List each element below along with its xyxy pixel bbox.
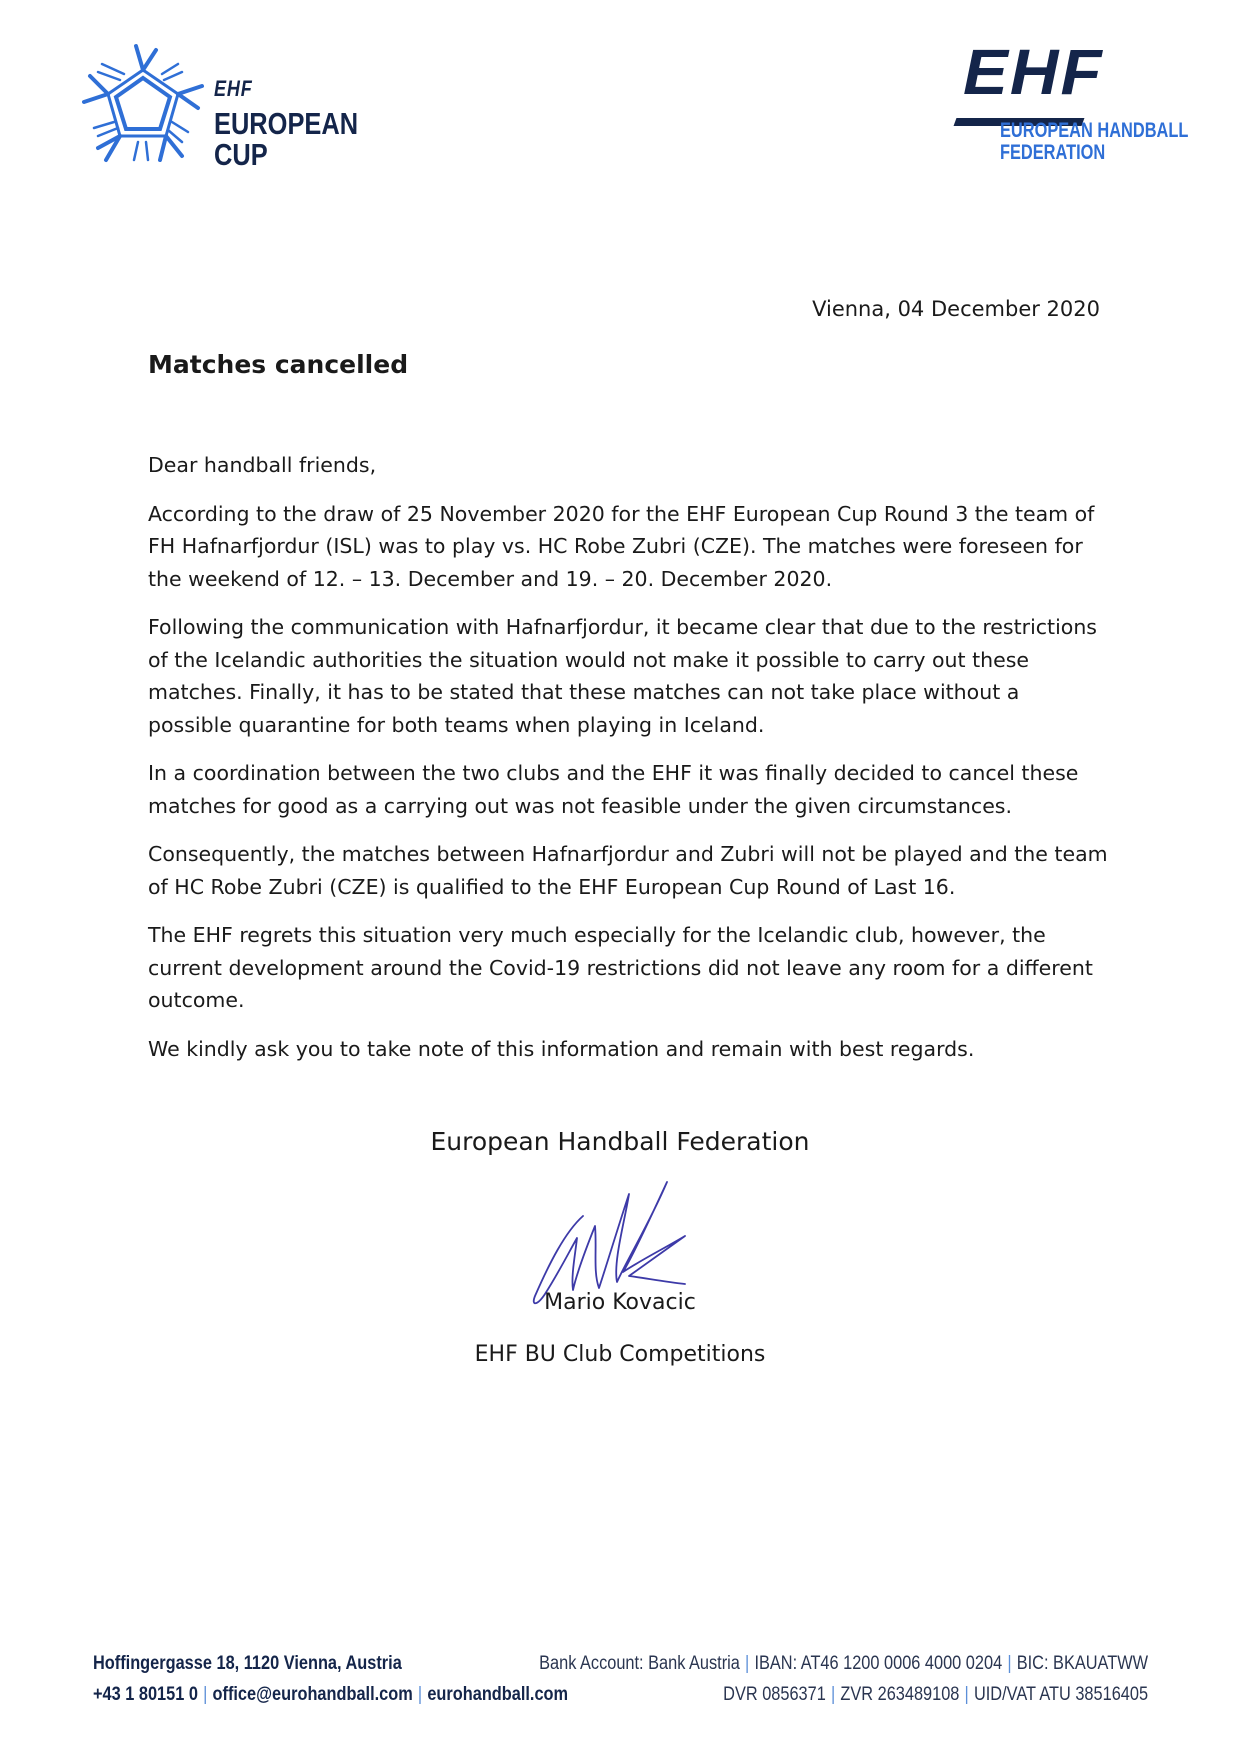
footer-email[interactable]: office@eurohandball.com — [212, 1684, 413, 1705]
signer-name: Mario Kovacic — [544, 1290, 696, 1315]
footer-separator: | — [1007, 1653, 1012, 1674]
footer-separator: | — [830, 1684, 836, 1705]
ehf-logo-mark: EHF — [963, 36, 1104, 108]
paragraph: The EHF regrets this situation very much especially for the Icelandic club, however, the current development around the Covid-19 restrictions did not leave any room for a different outcome. — [148, 923, 1093, 1012]
footer-website[interactable]: eurohandball.com — [427, 1684, 569, 1705]
footer-bank: Bank Account: Bank Austria — [539, 1653, 740, 1674]
signer-role: EHF BU Club Competitions — [474, 1342, 766, 1367]
footer-contact-line — [93, 1679, 568, 1710]
european-cup-wordmark — [214, 78, 358, 170]
european-cup-line1: EUROPEAN — [214, 106, 359, 141]
footer-address: Hoffingergasse 18, 1120 Vienna, Austria — [93, 1653, 402, 1674]
organisation-name: European Handball Federation — [430, 1127, 810, 1156]
footer-registration — [539, 1648, 1148, 1710]
ehf-logo-subtitle-line1: EUROPEAN HANDBALL — [1000, 119, 1189, 142]
paragraph: We kindly ask you to take note of this information and remain with best regards. — [148, 1036, 975, 1061]
footer-contact — [93, 1648, 568, 1710]
ehf-logo-subtitle — [1000, 120, 1188, 164]
european-cup-ehf: EHF — [214, 76, 253, 101]
footer-iban: IBAN: AT46 1200 0006 4000 0204 — [754, 1653, 1003, 1674]
letter-body — [148, 449, 1108, 1081]
ehf-federation-logo — [955, 36, 1189, 170]
letter-date: Vienna, 04 December 2020 — [812, 297, 1100, 321]
footer-separator: | — [203, 1684, 208, 1705]
letter-title: Matches cancelled — [148, 350, 409, 379]
paragraph: In a coordination between the two clubs and the EHF it was finally decided to cancel these matches for good as a carrying out was not feasible under the given circumstances. — [148, 761, 1079, 818]
european-cup-star-icon — [78, 42, 208, 172]
footer-bic: BIC: BKAUATWW — [1016, 1653, 1148, 1674]
paragraph: Consequently, the matches between Hafnarfjordur and Zubri will not be played and the team of HC Robe Zubri (CZE) is qualified to the EHF European Cup Round of Last 16. — [148, 842, 1108, 899]
footer-vat: UID/VAT ATU 38516405 — [973, 1684, 1148, 1705]
ehf-logo-subtitle-line2: FEDERATION — [1000, 141, 1106, 165]
footer-zvr: ZVR 263489108 — [840, 1684, 960, 1705]
salutation: Dear handball friends, — [148, 453, 377, 477]
footer-phone: +43 1 80151 0 — [93, 1684, 198, 1705]
footer-reg-line — [539, 1679, 1148, 1710]
footer-bank-line — [539, 1648, 1148, 1679]
european-cup-line2: CUP — [214, 137, 268, 172]
footer-separator: | — [964, 1684, 969, 1705]
footer-dvr: DVR 0856371 — [723, 1684, 826, 1705]
paragraph: Following the communication with Hafnarfjordur, it became clear that due to the restrictions of the Icelandic authorities the situation would not make it possible to carry out these matches. Finally, it has to be stated that these matches can not take place without a possible quarantine for both teams when playing in Iceland. — [148, 615, 1097, 737]
footer-separator: | — [744, 1653, 750, 1674]
footer-separator: | — [417, 1684, 423, 1705]
paragraph: According to the draw of 25 November 2020 for the EHF European Cup Round 3 the team of FH Hafnarfjordur (ISL) was to play vs. HC Robe Zubri (CZE). The matches were foreseen for the weekend of 12. – 13. December and 19. – 20. December 2020. — [148, 501, 1095, 591]
european-cup-logo — [78, 42, 359, 182]
